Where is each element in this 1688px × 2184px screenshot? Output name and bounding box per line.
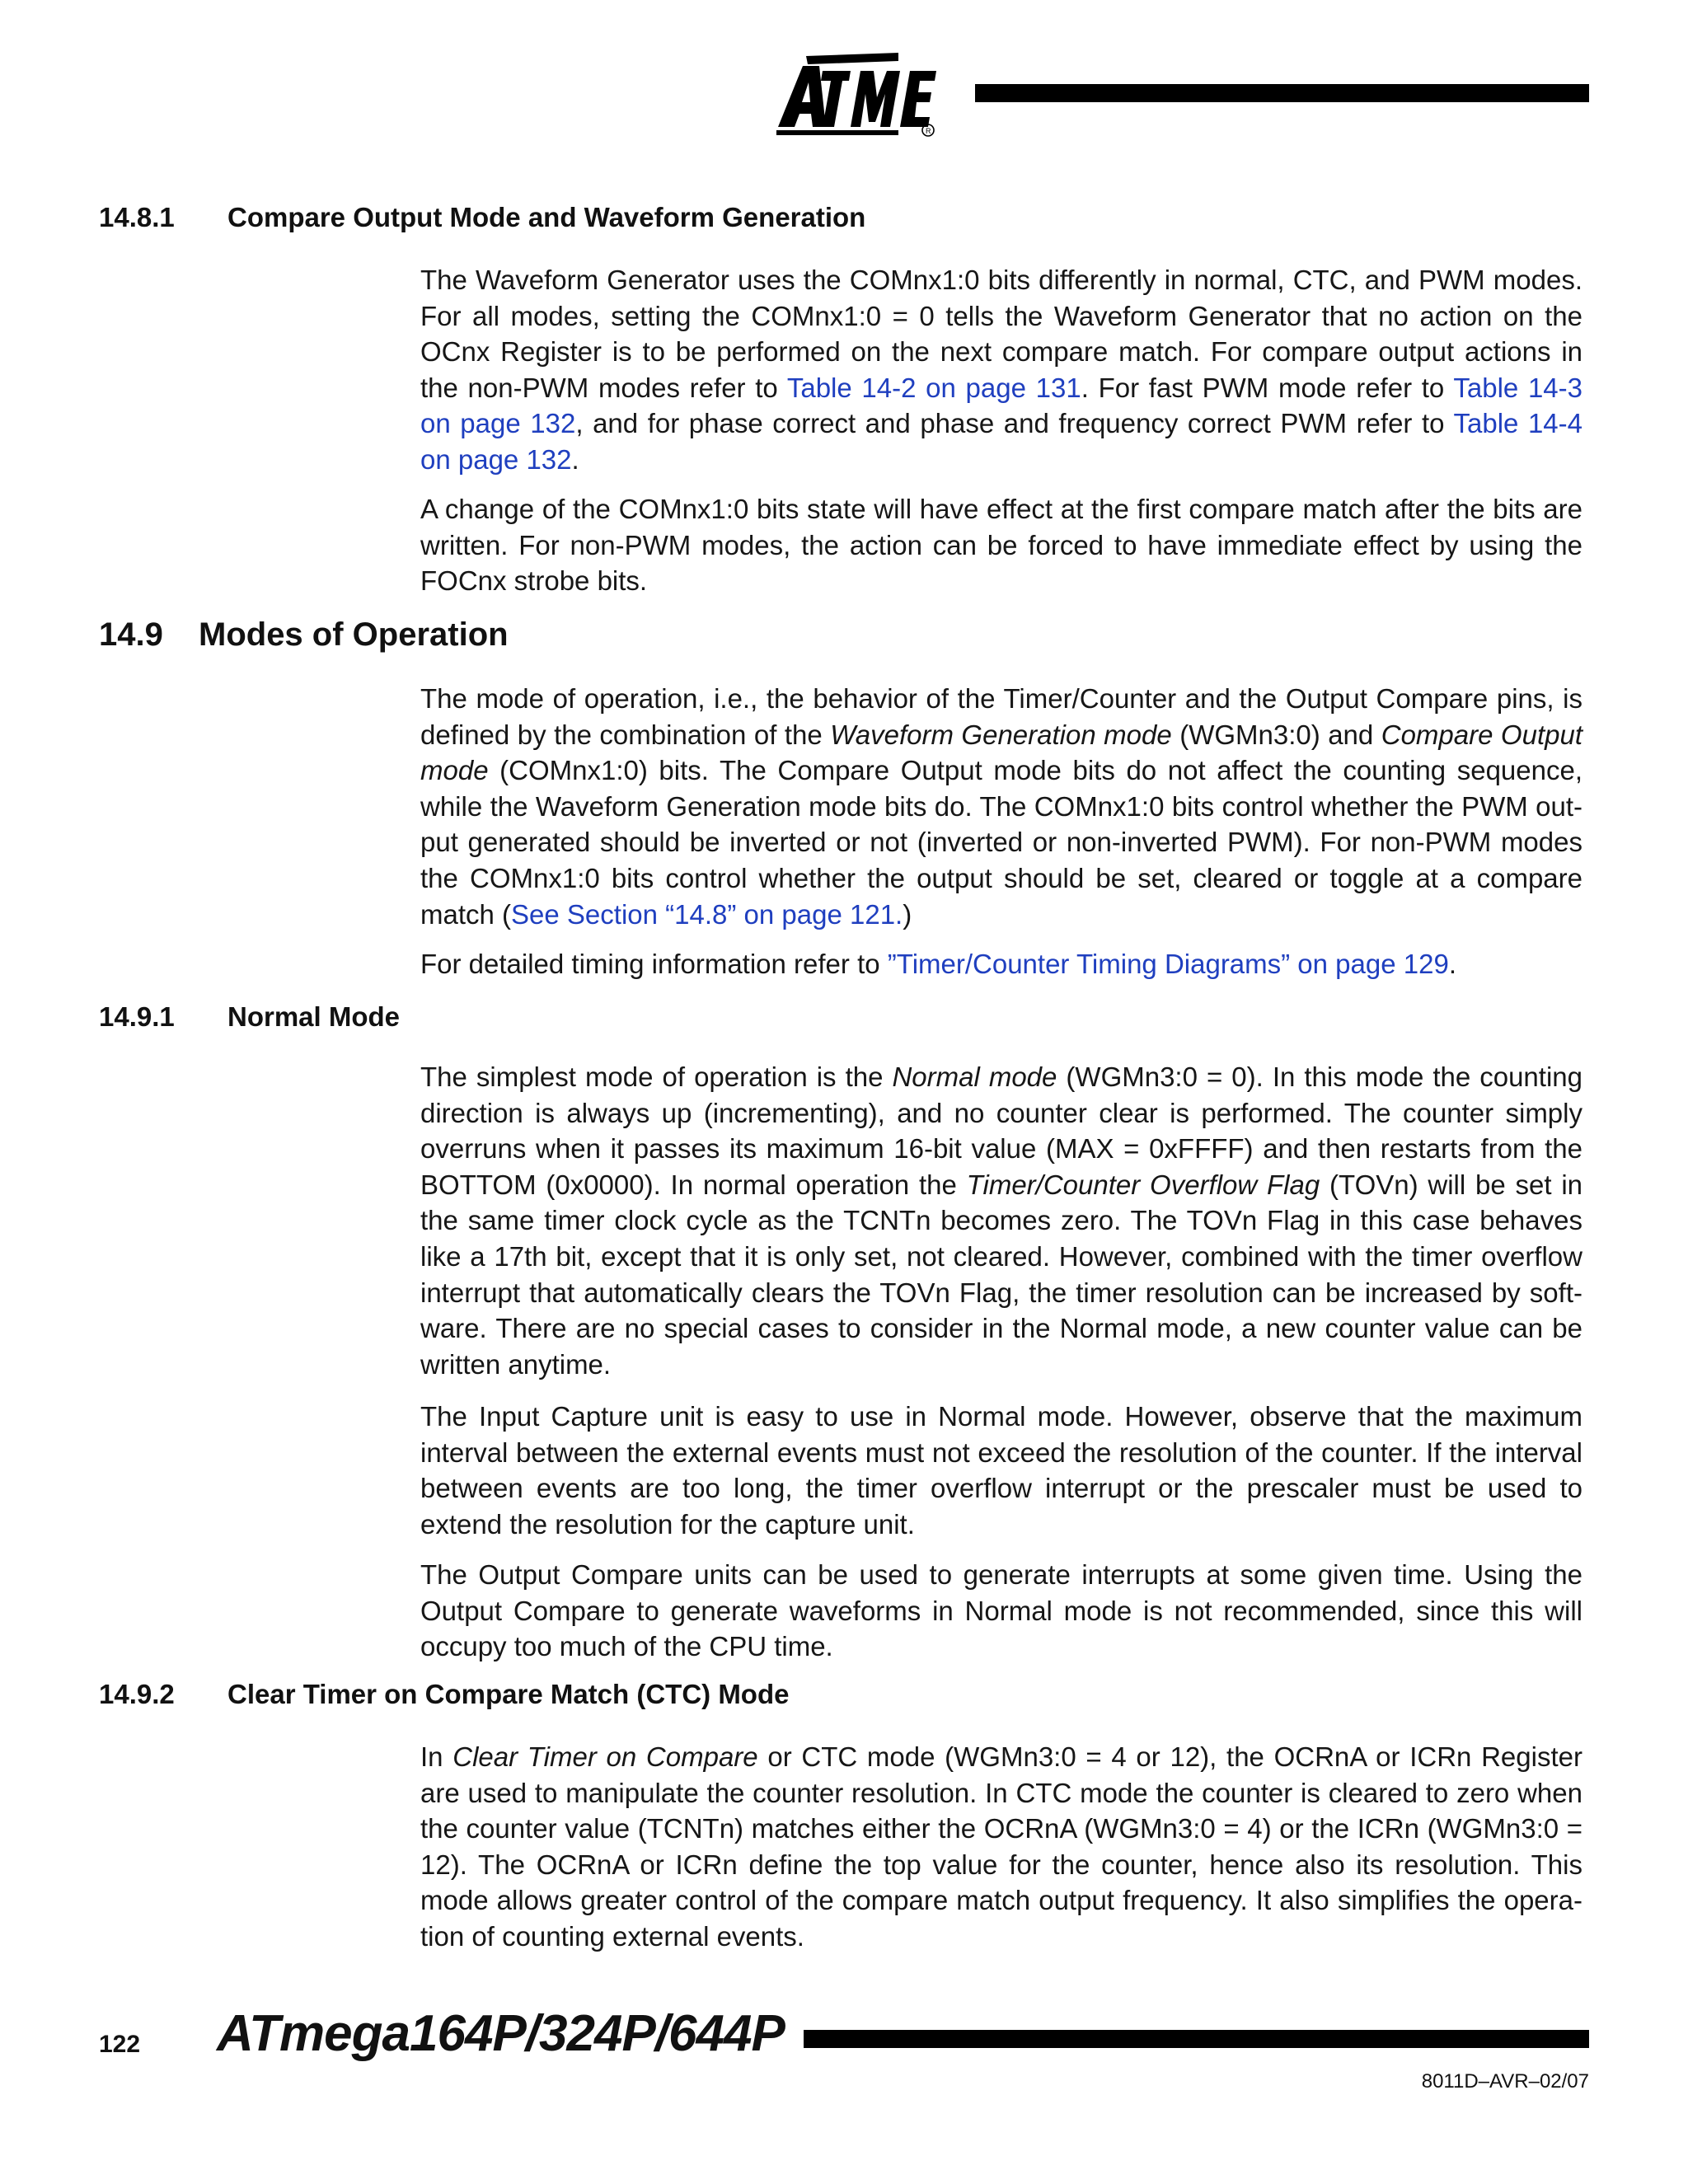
document-code: 8011D–AVR–02/07 xyxy=(1421,2070,1589,2093)
link-timing-diagrams[interactable]: ”Timer/Counter Timing Diagrams” on page 129 xyxy=(887,949,1449,979)
paragraph-modes-2: For detailed timing information refer to ”Timer/Counter Timing Diagrams” on page 129. xyxy=(420,949,1456,979)
section-number: 14.9.2 xyxy=(99,1679,175,1709)
header-rule xyxy=(975,84,1589,102)
link-table-14-4[interactable]: Table 14-4 on page 132 xyxy=(420,408,1582,475)
link-table-14-2[interactable]: Table 14-2 on page 131 xyxy=(786,372,1081,403)
paragraph-normal-mode-2: The Input Capture unit is easy to use in Normal mode. However, observe that the maximum interval between the external events must not exceed the resolution of the counter. If the interval between events are too long, the timer overflow interrupt or the prescaler must be used to extend the resolution for the capture unit. xyxy=(420,1401,1582,1540)
footer-document-title: ATmega164P/324P/644P xyxy=(217,2005,785,2062)
section-number: 14.8.1 xyxy=(99,202,175,232)
paragraph-normal-mode-1: The simplest mode of operation is the Normal mode (WGMn3:0 = 0). In this mode the counting direction is always up (incrementing), and no counter clear is performed. The counter simply overruns when it passes its maximum 16-bit value (MAX = 0xFFFF) and then restarts from the BOTTOM (0x0000). In normal operation the Timer/Counter Overflow Flag (TOVn) will be set in the same timer clock cycle as the TCNTn becomes zero. The TOVn Flag in this case behaves like a 17th bit, except that it is only set, not cleared. However, combined with the timer overflow interrupt that automatically clears the TOVn Flag, the timer resolution can be increased by soft-ware. There are no special cases to consider in the Normal mode, a new counter value can be written anytime. xyxy=(420,1062,1583,1380)
section-number: 14.9 xyxy=(99,616,163,653)
paragraph-compare-output-2: A change of the COMnx1:0 bits state will have effect at the first compare match after the bits are written. For non-PWM modes, the action can be forced to have immediate effect by using the FOCnx strobe bits. xyxy=(420,494,1582,597)
section-heading-14-8-1 xyxy=(99,201,865,234)
paragraph-modes-1: The mode of operation, i.e., the behavior of the Timer/Counter and the Output Compare pins, is defined by the combination of the Waveform Generation mode (WGMn3:0) and Compare Output mode (COMnx1:0) bits. The Compare Output mode bits do not affect the counting sequence, while the Waveform Generation mode bits do. The COMnx1:0 bits control whether the PWM out-put generated should be inverted or not (inverted or non-inverted PWM). For non-PWM modes the COMnx1:0 bits control whether the output should be set, cleared or toggle at a compare match (See Section “14.8” on page 121.) xyxy=(420,683,1582,930)
atmel-logo xyxy=(775,48,940,138)
section-title: Modes of Operation xyxy=(199,616,509,653)
svg-text:R: R xyxy=(926,127,931,135)
footer-rule xyxy=(804,2030,1589,2048)
section-heading-14-9-2 xyxy=(99,1678,789,1711)
section-title: Clear Timer on Compare Match (CTC) Mode xyxy=(227,1679,790,1709)
page-number: 122 xyxy=(99,2031,141,2058)
link-table-14-3[interactable]: Table 14-3 on page 132 xyxy=(420,372,1583,439)
section-number: 14.9.1 xyxy=(99,1001,175,1032)
paragraph-ctc-mode-1: In Clear Timer on Compare or CTC mode (WGMn3:0 = 4 or 12), the OCRnA or ICRn Register are used to manipulate the counter resolution. In CTC mode the counter is cleared to zero when the counter value (TCNTn) matches either the OCRnA (WGMn3:0 = 4) or the ICRn (WGMn3:0 = 12). The OCRnA or ICRn define the top value for the counter, hence also its resolution. This mode allows greater control of the compare match output frequency. It also simplifies the opera-tion of counting external events. xyxy=(420,1741,1582,1952)
paragraph-normal-mode-3: The Output Compare units can be used to generate interrupts at some given time. Using the Output Compare to generate waveforms in Normal mode is not recommended, since this will occupy too much of the CPU time. xyxy=(420,1559,1582,1662)
section-title: Normal Mode xyxy=(227,1001,401,1032)
section-heading-14-9 xyxy=(99,615,509,654)
paragraph-compare-output-1: The Waveform Generator uses the COMnx1:0 bits differently in normal, CTC, and PWM modes. For all modes, setting the COMnx1:0 = 0 tells the Waveform Generator that no action on the OCnx Register is to be performed on the next compare match. For compare output actions in the non-PWM modes refer to Table 14-2 on page 131. For fast PWM mode refer to Table 14-3 on page 132, and for phase correct and phase and frequency correct PWM refer to Table 14-4 on page 132. xyxy=(420,265,1583,475)
link-section-14-8[interactable]: See Section “14.8” on page 121. xyxy=(511,898,903,930)
section-title: Compare Output Mode and Waveform Generation xyxy=(227,202,866,232)
section-heading-14-9-1 xyxy=(99,1001,400,1033)
